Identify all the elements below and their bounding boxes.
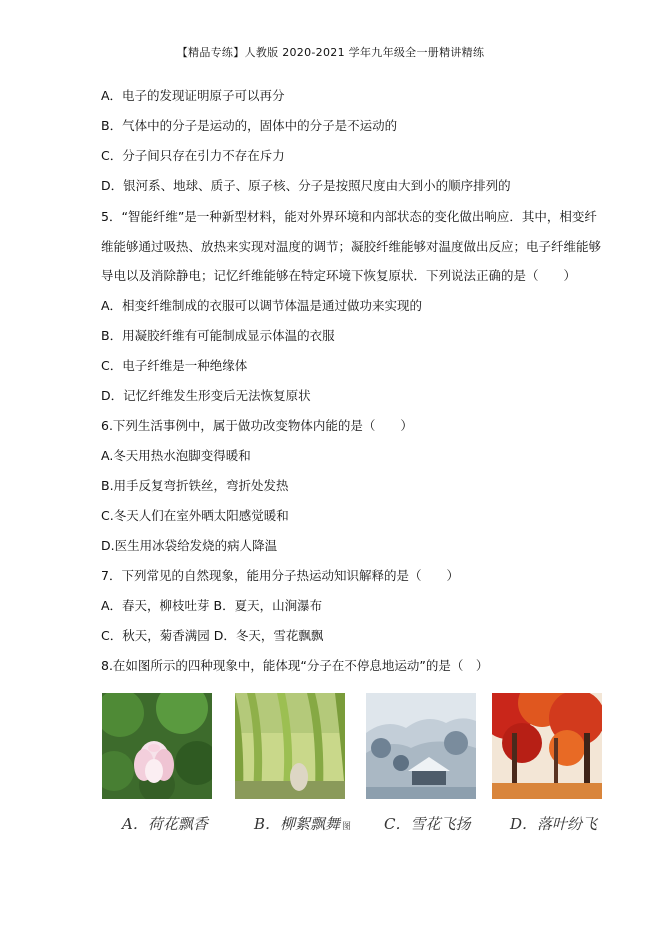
option-7ab: A．春天，柳枝吐芽 B．夏天，山涧瀑布 <box>101 598 323 613</box>
figure-label: 图 <box>342 822 352 832</box>
question-6: 6.下列生活事例中，属于做功改变物体内能的是（ ） <box>101 418 413 433</box>
option-4c: C．分子间只存在引力不存在斥力 <box>101 148 285 163</box>
caption-b: B．柳絮飘舞 <box>254 815 341 833</box>
caption-c: C．雪花飞扬 <box>384 815 471 833</box>
option-5d: D．记忆纤维发生形变后无法恢复原状 <box>101 388 311 403</box>
option-6c: C.冬天人们在室外晒太阳感觉暖和 <box>101 508 289 523</box>
question-8-figures <box>102 693 602 843</box>
option-6d: D.医生用冰袋给发烧的病人降温 <box>101 538 278 553</box>
question-5-line-3: 导电以及消除静电；记忆纤维能够在特定环境下恢复原状．下列说法正确的是（ ） <box>101 268 577 283</box>
snow-photo <box>366 693 476 799</box>
lotus-photo <box>102 693 212 799</box>
option-4b: B．气体中的分子是运动的，固体中的分子是不运动的 <box>101 118 398 133</box>
option-7cd: C．秋天，菊香满园 D．冬天，雪花飘飘 <box>101 628 324 643</box>
option-6b: B.用手反复弯折铁丝，弯折处发热 <box>101 478 289 493</box>
caption-a: A．荷花飘香 <box>122 815 208 833</box>
question-8: 8.在如图所示的四种现象中，能体现“分子在不停息地运动”的是（ ） <box>101 658 489 673</box>
willow-photo <box>235 693 345 799</box>
autumn-leaves-photo <box>492 693 602 799</box>
option-6a: A.冬天用热水泡脚变得暖和 <box>101 448 251 463</box>
option-5c: C．电子纤维是一种绝缘体 <box>101 358 248 373</box>
question-5-line-1: 5．“智能纤维”是一种新型材料，能对外界环境和内部状态的变化做出响应．其中，相变纤 <box>101 209 597 224</box>
option-4d: D．银河系、地球、质子、原子核、分子是按照尺度由大到小的顺序排列的 <box>101 178 511 193</box>
question-7: 7．下列常见的自然现象，能用分子热运动知识解释的是（ ） <box>101 568 459 583</box>
page-header: 【精品专练】人教版 2020-2021 学年九年级全一册精讲精练 <box>176 46 485 59</box>
option-5a: A．相变纤维制成的衣服可以调节体温是通过做功来实现的 <box>101 298 423 313</box>
option-5b: B．用凝胶纤维有可能制成显示体温的衣服 <box>101 328 335 343</box>
option-4a: A．电子的发现证明原子可以再分 <box>101 88 285 103</box>
question-5-line-2: 维能够通过吸热、放热来实现对温度的调节；凝胶纤维能够对温度做出反应；电子纤维能够 <box>101 239 602 254</box>
caption-d: D．落叶纷飞 <box>510 815 598 833</box>
